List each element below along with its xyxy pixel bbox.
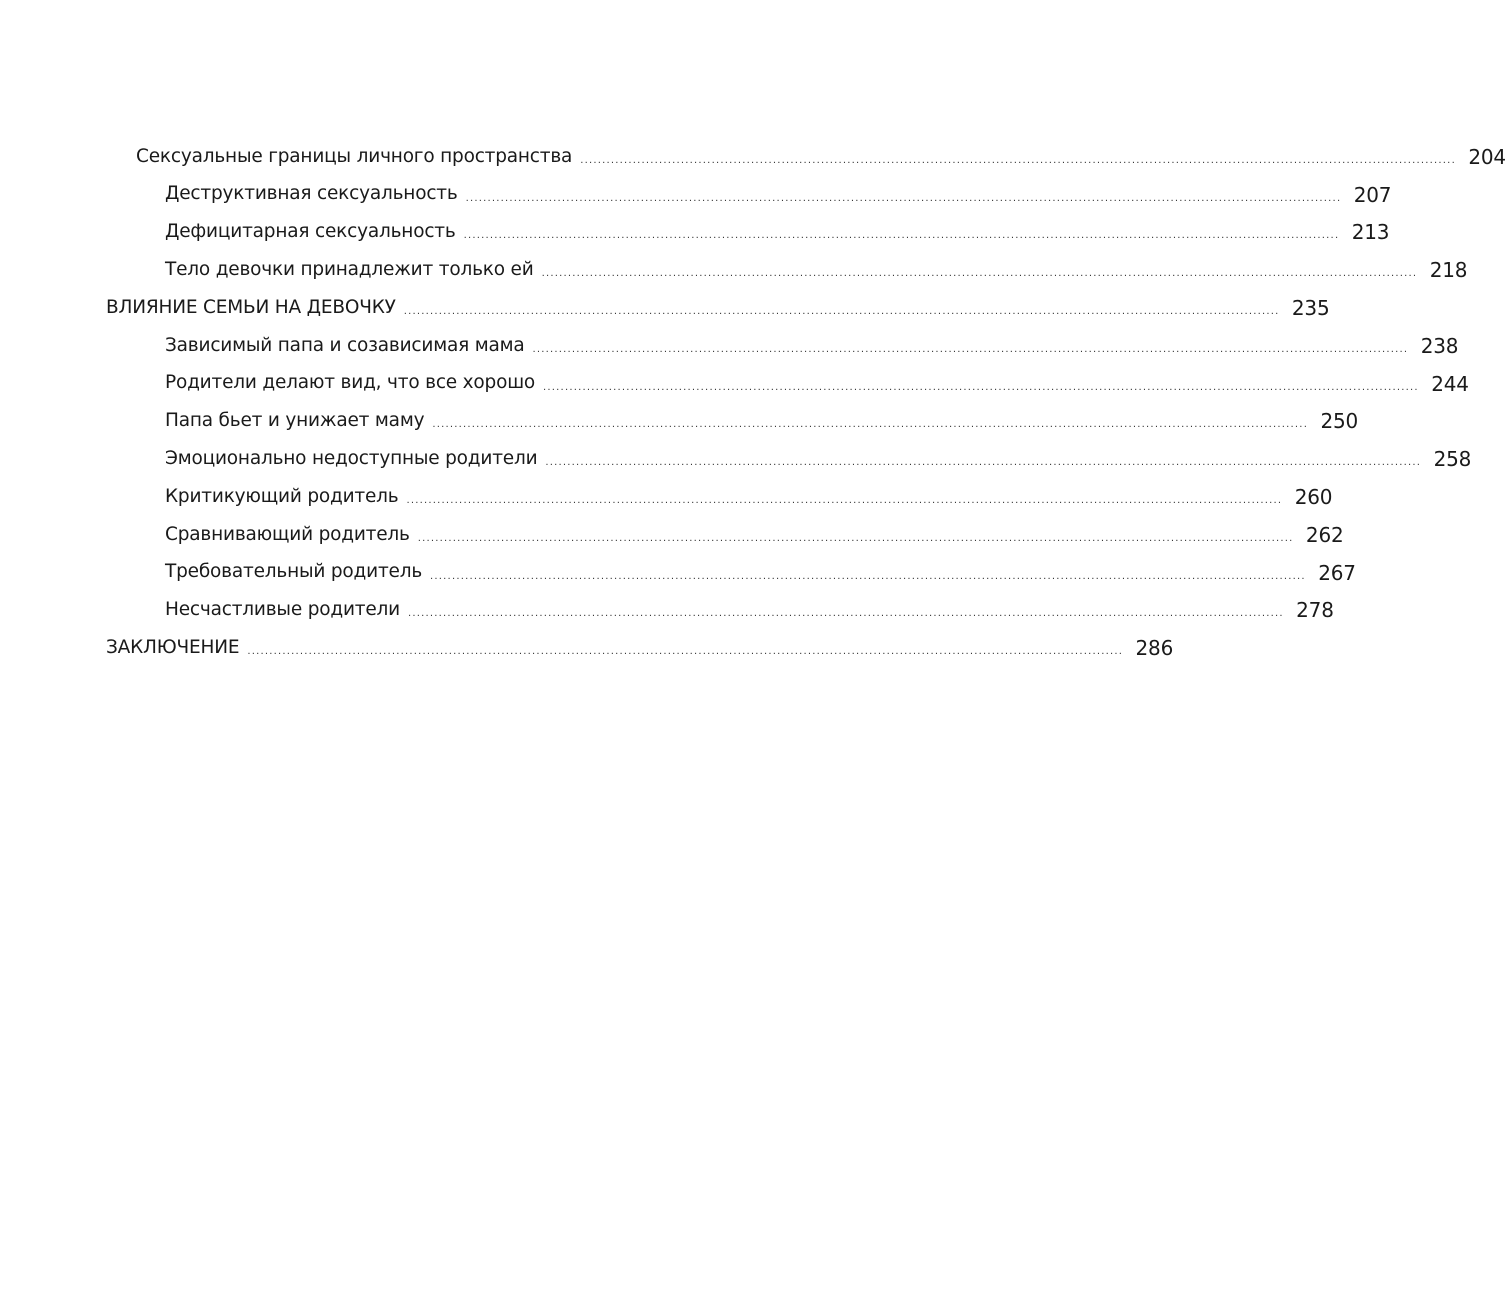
toc-page-number: 204: [1468, 144, 1506, 169]
toc-entry[interactable]: [0, 176, 1392, 214]
toc-page-number: 213: [1351, 220, 1390, 245]
toc-dot-leader: ........................................................................................................................................................................................................: [406, 495, 1283, 507]
toc-entry-title: Критикующий родитель: [165, 485, 399, 507]
toc-entry-title: Сексуальные границы личного пространства: [136, 145, 573, 167]
toc-dot-leader: ........................................................................................................................................................................................................: [432, 419, 1309, 431]
toc-entry-title: ВЛИЯНИЕ СЕМЬИ НА ДЕВОЧКУ: [106, 296, 396, 318]
toc-entry[interactable]: [0, 251, 1468, 289]
toc-page-number: 218: [1429, 258, 1468, 283]
toc-entry[interactable]: [0, 403, 1359, 441]
toc-page-number: 207: [1353, 182, 1392, 207]
toc-entry-title: Деструктивная сексуальность: [165, 183, 458, 205]
toc-entry-title: Эмоционально недоступные родители: [165, 448, 538, 470]
toc-entry-title: Зависимый папа и созависимая мама: [165, 334, 525, 356]
toc-dot-leader: ........................................................................................................................................................................................................: [541, 268, 1418, 280]
toc-entry[interactable]: [0, 327, 1459, 365]
toc-entry[interactable]: [0, 554, 1356, 592]
toc-page-number: 244: [1431, 371, 1469, 396]
toc-entry[interactable]: [0, 440, 1472, 478]
toc-entry-title: Сравнивающий родитель: [165, 523, 410, 545]
toc-dot-leader: ........................................................................................................................................................................................................: [532, 343, 1409, 355]
toc-dot-leader: ........................................................................................................................................................................................................: [545, 457, 1422, 469]
toc-entry-title: Родители делают вид, что все хорошо: [165, 372, 536, 394]
toc-dot-leader: ........................................................................................................................................................................................................: [417, 532, 1294, 544]
toc-entry[interactable]: [0, 138, 1506, 176]
toc-entry-title: Тело девочки принадлежит только ей: [165, 259, 534, 281]
toc-page-number: 235: [1291, 296, 1330, 321]
toc-entry-title: Папа бьет и унижает маму: [165, 410, 425, 432]
toc-dot-leader: ........................................................................................................................................................................................................: [407, 608, 1284, 620]
toc-entry[interactable]: [0, 516, 1344, 554]
toc-entry[interactable]: [0, 592, 1334, 630]
toc-entry-title: Дефицитарная сексуальность: [165, 221, 456, 243]
toc-entry[interactable]: [0, 289, 1330, 327]
toc-page-number: 267: [1318, 560, 1356, 585]
table-of-contents: [0, 138, 1506, 667]
toc-dot-leader: ........................................................................................................................................................................................................: [403, 306, 1280, 318]
toc-entry-title: Несчастливые родители: [165, 599, 400, 621]
toc-page-number: 286: [1135, 636, 1174, 661]
toc-entry[interactable]: [0, 214, 1390, 252]
toc-page-number: 278: [1296, 598, 1334, 623]
toc-entry[interactable]: [0, 478, 1333, 516]
toc-entry-title: Требовательный родитель: [165, 561, 423, 583]
toc-entry-title: ЗАКЛЮЧЕНИЕ: [106, 637, 240, 658]
toc-dot-leader: ........................................................................................................................................................................................................: [463, 230, 1340, 242]
toc-dot-leader: ........................................................................................................................................................................................................: [465, 192, 1342, 204]
toc-dot-leader: ........................................................................................................................................................................................................: [580, 154, 1456, 166]
toc-page-number: 262: [1305, 522, 1344, 547]
toc-entry[interactable]: [0, 365, 1469, 403]
toc-page-number: 260: [1294, 485, 1333, 510]
toc-dot-leader: ........................................................................................................................................................................................................: [247, 646, 1124, 658]
toc-page-number: 238: [1420, 333, 1459, 358]
toc-page-number: 250: [1320, 409, 1359, 434]
toc-page-number: 258: [1433, 447, 1472, 472]
toc-dot-leader: ........................................................................................................................................................................................................: [430, 570, 1306, 582]
toc-dot-leader: ........................................................................................................................................................................................................: [543, 381, 1419, 393]
toc-entry[interactable]: [0, 629, 1174, 667]
